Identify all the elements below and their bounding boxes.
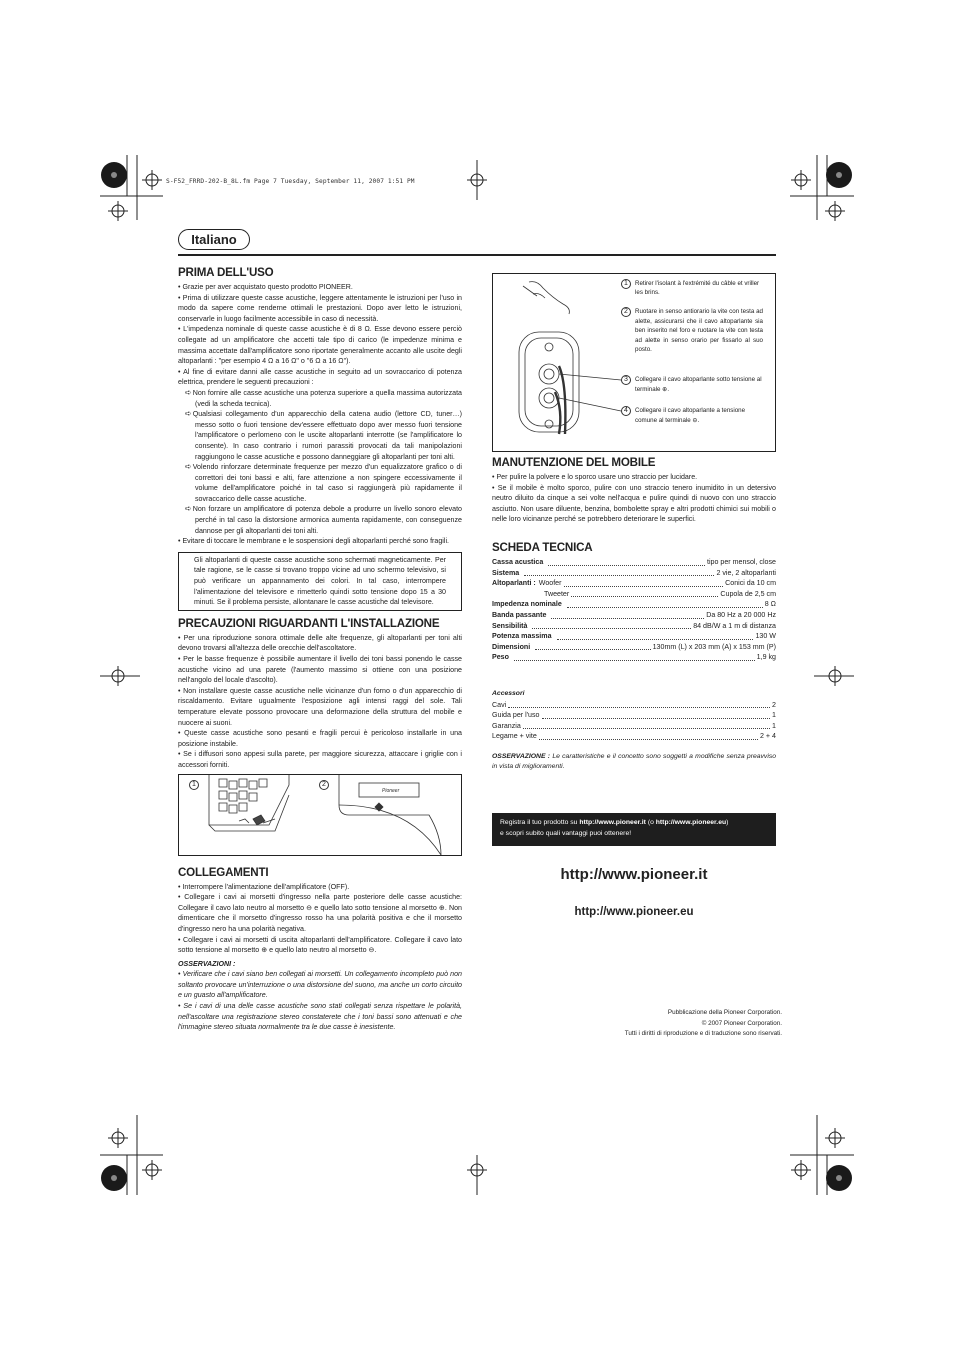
spec-row [492, 589, 776, 600]
header-rule [178, 254, 776, 256]
register-line2: e scopri subito quali vantaggi puoi ottenere! [500, 829, 632, 837]
publication-line2: © 2007 Pioneer Corporation. [701, 1019, 782, 1027]
publication-line3: Tutti i diritti di riproduzione e di traduzione sono riservati. [624, 1030, 782, 1038]
accessori-title: Accessori [492, 690, 525, 697]
prec-p2: • Per le basse frequenze è possibile aumentare il livello dei toni bassi ponendo le casse acustiche vicino ad una parete (l'aumento massimo si ottiene con una posizione nell'angolo del locale d'ascolto). [178, 655, 462, 685]
prima-sub2: ➪Qualsiasi collegamento d'un apparecchio della catena audio (lettore CD, tuner…) messo sotto o fuori tensione dev'essere effettuato dopo aver messo fuori tensione l'amplificatore o perlomeno con le uscite altoparlanti interrotte (se l'amplificatore lo consente). In caso contrario i rumori parassiti provocati da tali manipolazioni raggiungono le casse acustiche e possono danneggiare gli altoparlanti per toni alti. [185, 409, 462, 461]
spec-row [492, 621, 776, 632]
spec-label: Potenza massima [492, 632, 552, 641]
coll-obs2: • Se i cavi di una delle casse acustiche sono stati collegati senza rispettare le polarità, nell'ascoltare una registrazione stereo constaterete che i toni bassi sono attenuati e che l'immagine stereo situata normalmente tra le due casse è inesistente. [178, 1002, 462, 1032]
dot-leader [571, 596, 718, 597]
prima-p3: • L'impedenza nominale di queste casse acustiche è di 8 Ω. Esse devono essere perciò collegate ad un amplificatore che accetti tale tipo di carico (le impedenze minima e massima accettate dall'amplificatore sono riportate generalmente accanto alle uscite degli altoparlanti : "per esempio 4 Ω a 16 Ω" o "6 Ω a 16 Ω"). [178, 325, 462, 366]
spec-row [492, 557, 776, 568]
prima-p4: • Al fine di evitare danni alle casse acustiche in seguito ad un sovraccarico di potenza elettrica, prendere le seguenti precauzioni : [178, 367, 462, 387]
register-line1: Registra il tuo prodotto su http://www.pioneer.it (o http://www.pioneer.eu) [500, 819, 729, 826]
dot-leader [532, 628, 691, 629]
spec-value: Cupola de 2,5 cm [720, 589, 776, 598]
prec-p4: • Queste casse acustiche sono pesanti e fragili percui è pericoloso installarle in una posizione instabile. [178, 729, 462, 748]
dot-leader [539, 739, 758, 740]
dot-leader [557, 639, 754, 640]
prec-p1: • Per una riproduzione sonora ottimale delle alte frequenze, gli altoparlanti per toni alti devono trovarsi all'altezza delle orecchie dell'ascoltatore. [178, 633, 462, 653]
coll-p1: • Interrompere l'alimentazione dell'amplificatore (OFF). [178, 882, 350, 891]
spec-row [492, 599, 776, 610]
spec-value: 130mm (L) x 203 mm (A) x 153 mm (P) [652, 642, 776, 651]
wiring-step-3: 3 Collegare il cavo altoparlante sotto tensione al terminale ⊕. [621, 375, 763, 394]
coll-obs1: • Verificare che i cavi siano ben collegati ai morsetti. Un collegamento incompleto può non soltanto provocare un'interruzione o una distorsione del suono, ma anche un corto circuito e un guasto all'amplificatore. [178, 970, 462, 1000]
accessory-label: Cavi [492, 700, 507, 709]
figure-step-1: 1 [189, 780, 199, 790]
coll-obs-title: OSSERVAZIONI : [178, 959, 236, 968]
pioneer-it-link[interactable]: http://www.pioneer.it [560, 866, 708, 883]
accessory-label: Legame + vite [492, 732, 537, 741]
coll-p2: • Collegare i cavi ai morsetti d'ingresso nella parte posteriore delle casse acustiche: Collegare il cavo lato neutro al morsetto ⊖ e quello lato sotto tensione al morsetto ⊕. Non dimenticare che il morsetto d'ingresso rosso ha una polarità positiva e che il morsetto d'ingresso nero ha una polarità negativa. [178, 893, 462, 933]
dot-leader [535, 649, 650, 650]
pioneer-eu-link[interactable]: http://www.pioneer.eu [574, 906, 694, 918]
spec-label: Altoparlanti : [492, 579, 536, 588]
language-tab: Italiano [178, 229, 250, 250]
section-title-precauzioni: PRECAUZIONI RIGUARDANTI L'INSTALLAZIONE [178, 616, 440, 630]
accessory-row [492, 710, 776, 721]
publication-line1: Pubblicazione della Pioneer Corporation. [667, 1009, 782, 1016]
dot-leader [551, 618, 704, 619]
prima-sub4: ➪Non forzare un amplificatore di potenza debole a produrre un livello sonoro elevato perché in tal caso la distorsione armonica aumenta rapidamente, con conseguenze dannose per gli altoparlanti dei toni alti. [185, 504, 462, 535]
coll-p3: • Collegare i cavi ai morsetti di uscita altoparlanti dell'amplificatore. Collegare il cavo lato sotto tensione al morsetto ⊕ e quello lato neutro al morsetto ⊖. [178, 935, 462, 955]
spec-sublabel: Woofer [538, 579, 562, 588]
spec-row [492, 568, 776, 579]
figure-logo: Pioneer [382, 787, 400, 794]
dot-leader [524, 575, 714, 576]
accessory-row [492, 731, 776, 742]
dot-leader [542, 718, 771, 719]
accessories-section [492, 689, 776, 773]
publication-notice [580, 1008, 782, 1040]
maintenance-section [492, 456, 776, 525]
manut-p2: • Se il mobile è molto sporco, pulire con uno straccio tenero inumidito in un detersivo neutro diluito da cinque a sei volte nell'acqua e pulire quindi di nuovo con uno straccio asciutto. Non usare diluente, benzina, bombolette spray e altri prodotti chimici sui mobili o nelle loro vicinanze perché se potrebbero deteriorare le superfici. [492, 483, 776, 524]
spec-list [492, 557, 776, 663]
spec-value: 130 W [755, 632, 776, 641]
wiring-step-4: 4 Collegare il cavo altoparlante a tensione comune al terminale ⊖. [621, 406, 763, 425]
left-column [178, 266, 462, 1033]
register-link-eu[interactable]: http://www.pioneer.eu [655, 819, 727, 826]
accessory-row [492, 721, 776, 732]
spec-sublabel: Tweeter [544, 589, 570, 598]
wall-mount-illustration [179, 775, 461, 855]
section-title-collegamenti: COLLEGAMENTI [178, 865, 269, 879]
manut-p1: • Per pulire la polvere e lo sporco usare uno straccio per lucidare. [492, 473, 698, 481]
spec-label: Peso [492, 653, 509, 662]
accessory-label: Garanzia [492, 721, 521, 730]
prima-p2: • Prima di utilizzare queste casse acustiche, leggere attentamente le istruzioni per l'uso in modo da sapere come renderne ottimali le prestazioni. Dopo aver letto le istruzioni, conservarle in luogo facilmente accessibile in caso di necessità. [178, 293, 462, 323]
spec-value: 84 dB/W a 1 m di distanza [693, 621, 776, 630]
accessory-quantity: 2 + 4 [760, 732, 776, 741]
wall-mount-figure [178, 774, 462, 856]
product-registration-banner [492, 813, 776, 846]
spec-value: 8 Ω [764, 600, 776, 609]
spec-value: 2 vie, 2 altoparlanti [716, 568, 776, 577]
accessory-label: Guida per l'uso [492, 711, 540, 720]
accessory-quantity: 1 [772, 711, 776, 720]
arrow-icon: ➪ [185, 462, 192, 472]
wiring-step-1: 1 Retirer l'isolant à l'extrémité du câble et vriller les brins. [621, 279, 763, 297]
prima-p1: • Grazie per aver acquistato questo prodotto PIONEER. [178, 283, 353, 291]
spec-label: Cassa acustica [492, 558, 544, 566]
prima-sub3: ➪Volendo rinforzare determinate frequenze per mezzo d'un equalizzatore grafico o di correttori dei toni bassi e alti, fare attenzione a non spingere eccessivamente il volume dell'amplificatore poiché in tal caso si raggiungerà più rapidamente il sovraccarico delle casse acustiche. [185, 462, 462, 503]
spec-row [492, 578, 776, 589]
spec-value: Conici da 10 cm [725, 579, 776, 588]
dot-leader [508, 707, 770, 708]
spec-row [492, 631, 776, 642]
dot-leader [567, 607, 763, 608]
spec-label: Sensibilità [492, 621, 528, 630]
spec-value: Da 80 Hz a 20 000 Hz [706, 610, 776, 619]
accessory-quantity: 1 [772, 721, 776, 730]
prec-p3: • Non installare queste casse acustiche nelle vicinanze d'un forno o d'un apparecchio di riscaldamento. Evitare ugualmente l'esposizione agli intensi raggi del sole. Tali temperature elevate possono provocare una deformazione della struttura del mobile e nuocere ai suoni. [178, 686, 462, 727]
prima-p5: • Evitare di toccare le membrane e le sospensioni degli altoparlanti perché sono fragili. [178, 537, 450, 546]
magnetic-shield-notice: Gli altoparlanti di queste casse acustiche sono schermati magneticamente. Per tale ragione, se le casse si trovano troppo vicine ad uno schermo televisivo, si può verificare un appannamento dei colori. In tal caso, interrompere l'alimentazione del televisore e rimetterlo quindi sotto tensione dopo 15 a 30 minuti. Se il problema persiste, allontanare le casse acustiche dal televisore. [178, 552, 462, 611]
spec-value: 1,9 kg [756, 653, 776, 662]
section-title-scheda: SCHEDA TECNICA [492, 541, 593, 554]
spec-label: Sistema [492, 568, 520, 577]
spec-label: Banda passante [492, 610, 547, 619]
specs-observation: OSSERVAZIONE : Le caratteristiche e il concetto sono soggetti a modifiche senza preavviso in vista di miglioramenti. [492, 752, 777, 771]
figure-step-2: 2 [319, 780, 329, 790]
file-info-line: S-F52_FRRD-202-B_8L.fm Page 7 Tuesday, September 11, 2007 1:51 PM [166, 178, 415, 185]
dot-leader [523, 728, 770, 729]
wiring-step-2: 2 Ruotare in senso antiorario la vite con testa ad alette, assicurarsi che il cavo altoparlante sia ben inserito nel foro e ruotare la vite con testa ad alette in senso orario per fissarlo al suo posto. [621, 307, 763, 355]
section-title-manutenzione: MANUTENZIONE DEL MOBILE [492, 456, 656, 469]
dot-leader [548, 565, 705, 566]
dot-leader [564, 586, 724, 587]
section-title-prima: PRIMA DELL'USO [178, 266, 274, 279]
spec-value: tipo per mensol, close [706, 558, 776, 566]
spec-row [492, 642, 776, 653]
accessory-row [492, 700, 776, 711]
accessory-quantity: 2 [772, 700, 776, 709]
prima-sub1: ➪Non fornire alle casse acustiche una potenza superiore a quella massima autorizzata (vedi la scheda tecnica). [185, 387, 462, 408]
register-link-it[interactable]: http://www.pioneer.it [579, 819, 646, 826]
spec-row [492, 652, 776, 663]
spec-label: Impedenza nominale [492, 600, 562, 609]
arrow-icon: ➪ [185, 504, 192, 514]
spec-row [492, 610, 776, 621]
dot-leader [514, 660, 755, 661]
arrow-icon: ➪ [185, 387, 192, 397]
spec-label: Dimensioni [492, 642, 531, 651]
wiring-figure [492, 273, 776, 452]
prec-p5: • Se i diffusori sono appesi sulla parete, per maggiore sicurezza, attaccare i griglie con i accessori forniti. [178, 750, 462, 769]
arrow-icon: ➪ [185, 409, 192, 419]
specs-section [492, 541, 776, 663]
accessory-list [492, 700, 776, 742]
